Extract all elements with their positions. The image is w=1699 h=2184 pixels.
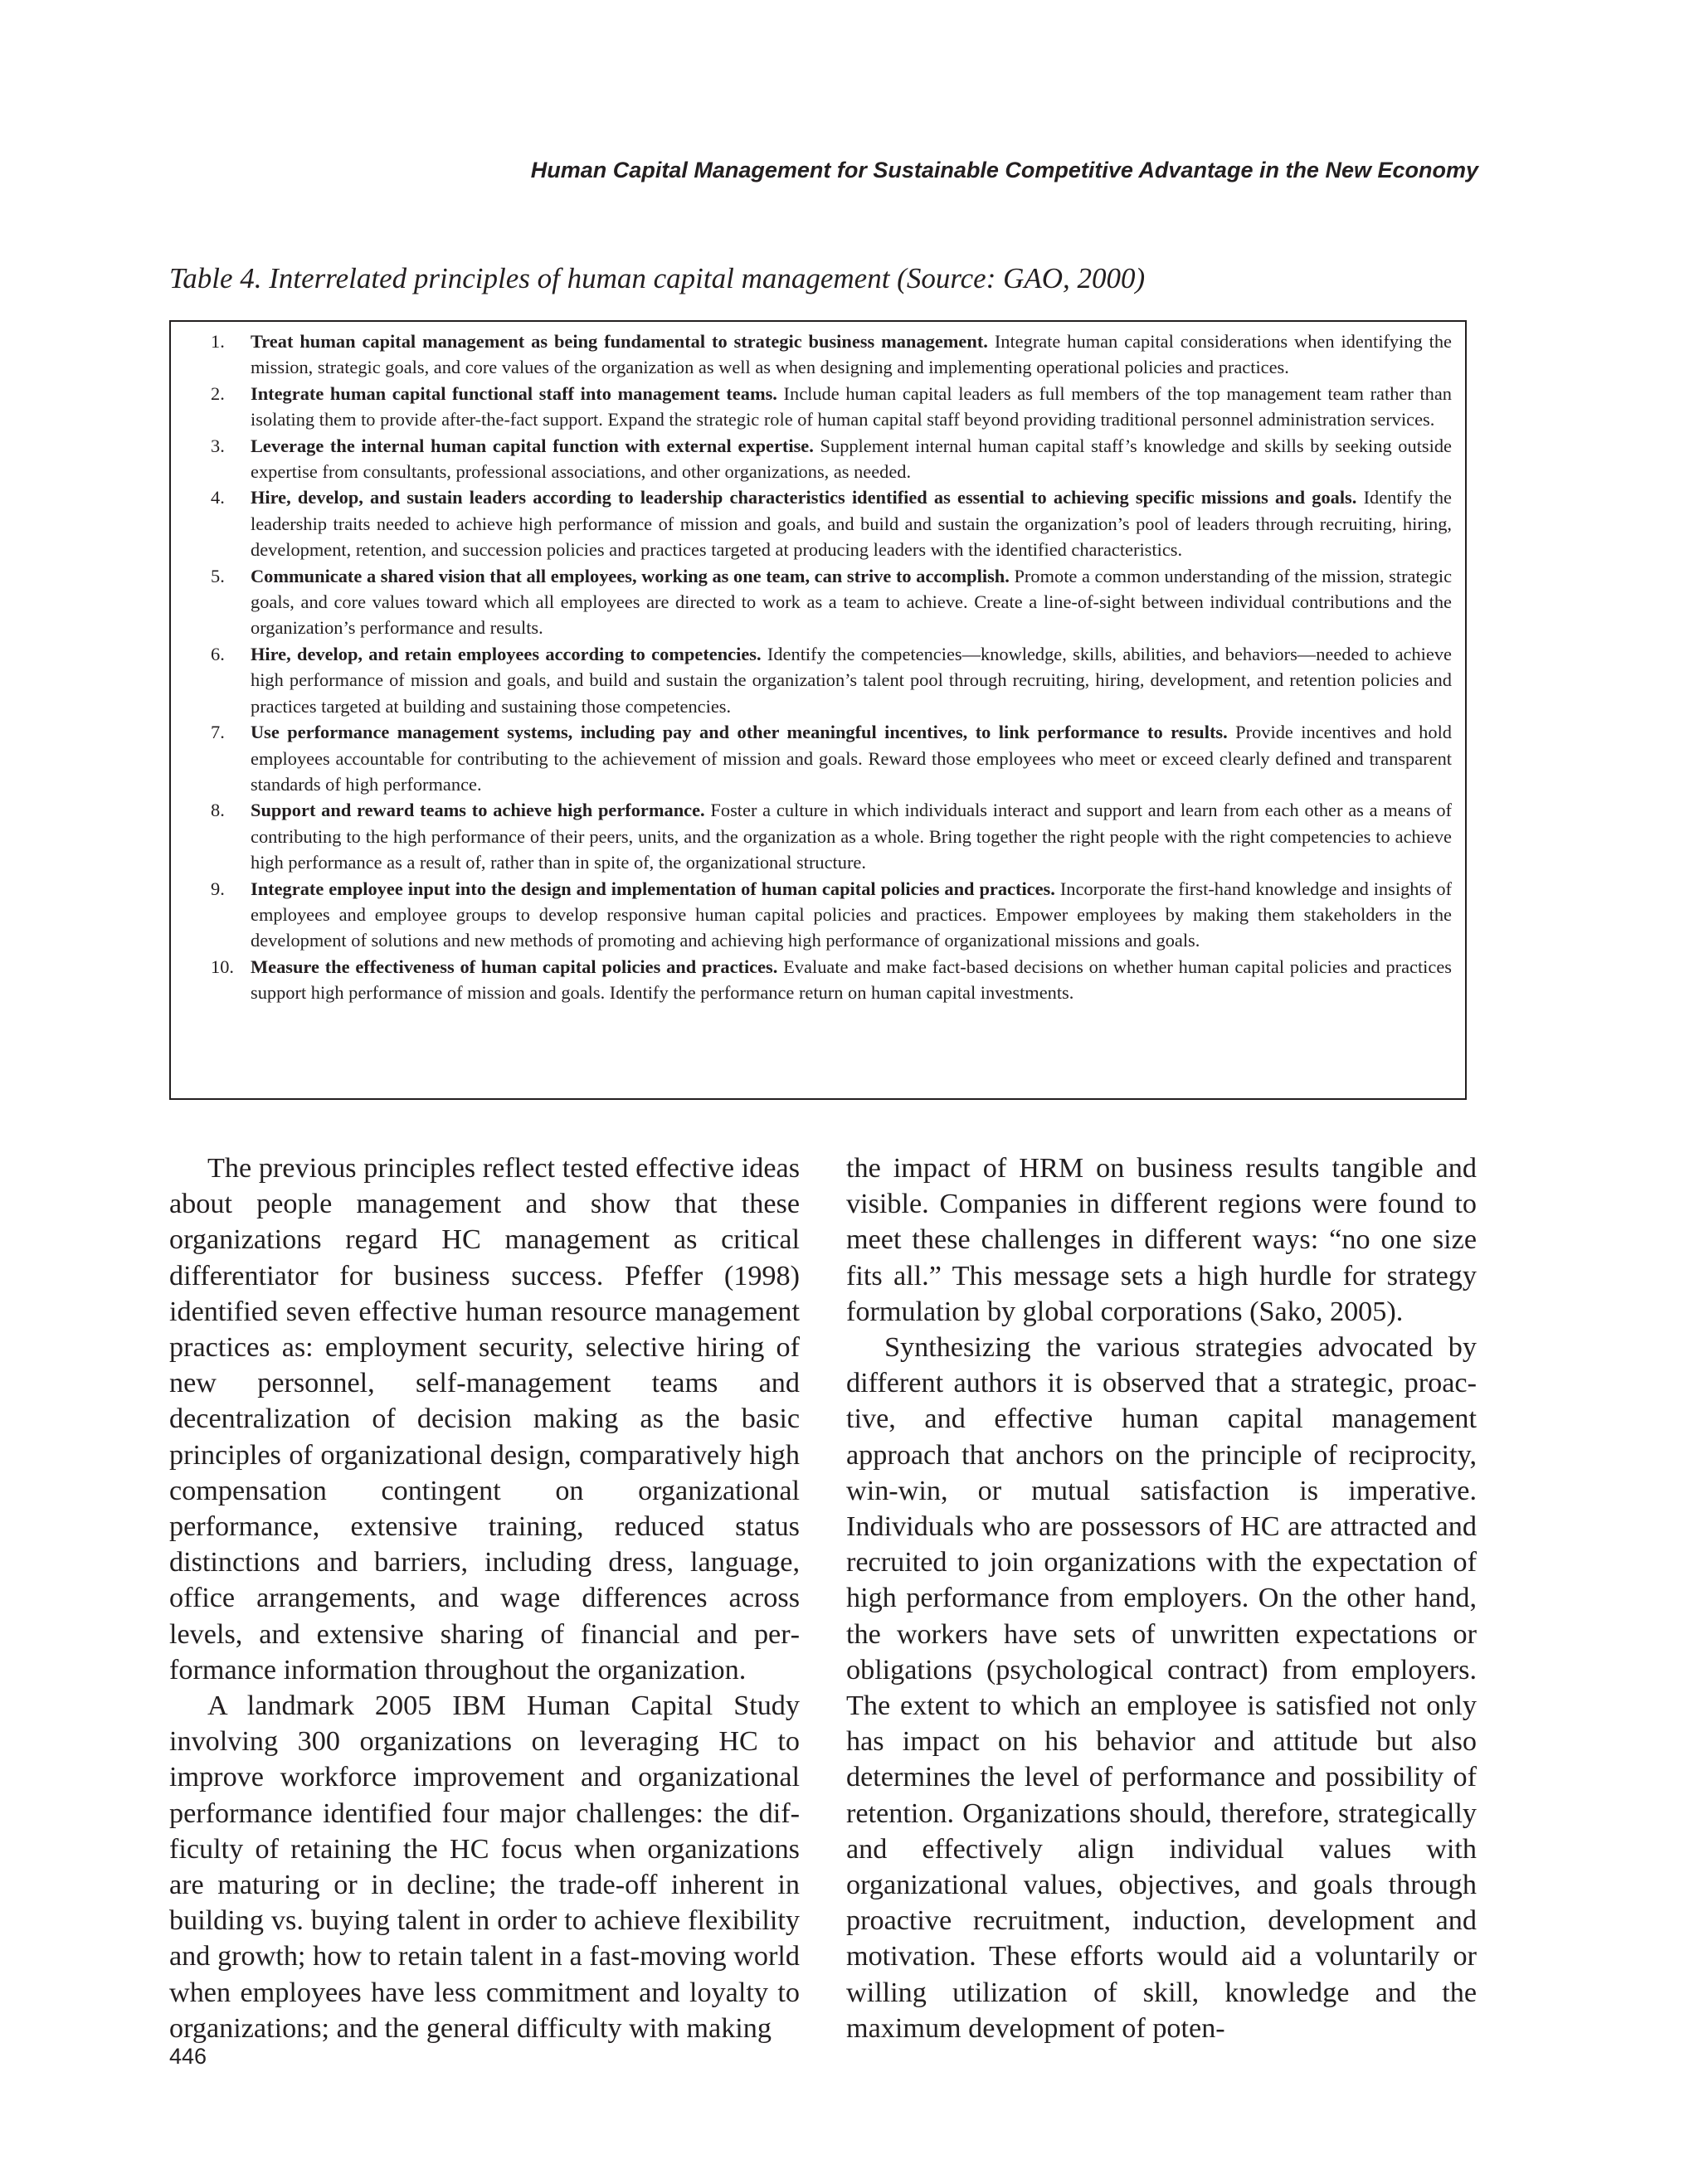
row-text xyxy=(249,433,1452,485)
row-number: 5. xyxy=(211,565,225,586)
row-title: Measure the effectiveness of human capital policies and practices. xyxy=(251,956,778,977)
row-number: 8. xyxy=(211,800,225,821)
body-paragraph: Synthesizing the various strategies advocated by different authors it is observed that a strategic, proactive, and effective human capital management approach that anchors on the principle of reciprocity, win-win, or mutual satisfaction is imperative. Individuals who are possessors of HC are attracted and recruited to join organizations with the expectation of high performance from employers. On the other hand, the workers have sets of unwritten expectations or obligations (psychological contract) from employers. The extent to which an employee is satisfied not only has impact on his behavior and attitude but also determines the level of performance and possibility of retention. Organizations should, therefore, strategically and effectively align individual values with organizational values, objectives, and goals through proactive recruitment, induction, development and motivation. These efforts would aid a voluntarily or willing utilization of skill, knowledge and the maximum development of poten- xyxy=(846,1332,1477,2044)
body-column-right xyxy=(846,1150,1477,2046)
row-text xyxy=(249,954,1452,1006)
row-text xyxy=(249,876,1452,954)
row-title: Hire, develop, and retain employees according to competencies. xyxy=(251,643,762,664)
table-row xyxy=(171,328,1452,381)
table-row xyxy=(171,563,1452,641)
row-number: 10. xyxy=(211,956,234,977)
row-body: Identify the competencies—knowledge, skills, abilities, and behaviors—needed to achieve high performance of mission and goals, and build and sustain the organization’s talent pool through recruiting, hiring, development, and retention policies and practices targeted at building and sustaining those competencies. xyxy=(251,643,1452,717)
table-row xyxy=(171,719,1452,797)
row-title: Integrate human capital functional staff into management teams. xyxy=(251,382,777,404)
row-title: Communicate a shared vision that all employees, working as one team, can strive to accomplish. xyxy=(251,565,1010,586)
row-body: Promote a common understanding of the mission, strategic goals, and core values toward which all employees are directed to work as a team to achieve. Create a line-of-sight between individual contributions and the organization’s performance and results. xyxy=(251,565,1453,639)
row-body: Identify the leadership traits needed to achieve high performance of mission and goals, and build and sustain the organization’s pool of leaders through recruiting, hiring, development, retention, and succession policies and practices targeted at producing leaders with the identified characteristics. xyxy=(251,487,1452,561)
row-body: Supplement internal human capital staff’s knowledge and skills by seeking outside expertise from consultants, professional associations, and other organizations, as needed. xyxy=(251,435,1452,483)
row-text xyxy=(249,641,1452,719)
body-column-left xyxy=(169,1150,800,2046)
row-number: 9. xyxy=(211,878,225,899)
row-body: Foster a culture in which individuals interact and support and learn from each other as a means of contributing to the high performance of their peers, units, and the organization as a whole. Bring together the right people with the right competencies to achieve high performance as a result of, rather than in spite of, the organizational structure. xyxy=(251,800,1452,873)
row-body: Incorporate the first-hand knowledge and insights of employees and employee groups to develop responsive human capital policies and practices. Empower employees by making them stakeholders in the development of solutions and new methods of promoting and achieving high performance of organizational missions and goals. xyxy=(251,878,1452,951)
table-caption: Table 4. Interrelated principles of human capital management (Source: GAO, 2000) xyxy=(169,262,1146,294)
row-body: Include human capital leaders as full members of the top management team rather than isolating them to provide after-the-fact support. Expand the strategic role of human capital staff beyond providing traditional personnel administration services. xyxy=(251,382,1452,430)
body-paragraph: the impact of HRM on business results tangible and visible. Companies in different regions were found to meet these challenges in different ways: “no one size fits all.” This message sets a high hurdle for strategy formulation by global corporations (Sako, 2005). xyxy=(846,1153,1477,1327)
table-row xyxy=(171,484,1452,562)
row-text xyxy=(249,719,1452,797)
row-body: Integrate human capital considerations when identifying the mission, strategic goals, and core values of the organization as well as when designing and implementing operational policies and practices. xyxy=(251,331,1452,378)
body-paragraph: The previous principles reflect tested effective ideas about people management and show that these organizations regard HC management as critical differentiator for business success. Pfeffer (1998) identified seven effective human resource management practices as: employment security, selective hiring of new personnel, self-management teams and decentralization of decision making as the basic principles of organizational design, comparatively high compensation contingent on organizational performance, extensive training, reduced status distinctions and barriers, including dress, language, office arrangements, and wage differences across levels, and extensive sharing of financial and performance information throughout the organization. xyxy=(169,1153,800,1685)
row-title: Hire, develop, and sustain leaders according to leadership characteristics identified as essential to achieving specific missions and goals. xyxy=(251,487,1357,508)
row-number: 2. xyxy=(211,382,225,404)
table-row xyxy=(171,381,1452,433)
row-number: 6. xyxy=(211,643,225,664)
row-number: 4. xyxy=(211,487,225,508)
row-number: 7. xyxy=(211,722,225,743)
row-title: Integrate employee input into the design and implementation of human capital policies and practices. xyxy=(251,878,1055,899)
row-number: 3. xyxy=(211,435,225,456)
table-row xyxy=(171,433,1452,485)
row-text xyxy=(249,797,1452,875)
row-body: Evaluate and make fact-based decisions on whether human capital policies and practices support high performance of mission and goals. Identify the performance return on human capital investments. xyxy=(251,956,1452,1004)
table-row xyxy=(171,876,1452,954)
row-title: Use performance management systems, including pay and other meaningful incentives, to link performance to results. xyxy=(251,722,1228,743)
body-paragraph: A landmark 2005 IBM Human Capital Study involving 300 organizations on leveraging HC to improve workforce improvement and organizational performance identified four major challenges: the difficulty of retaining the HC focus when organizations are maturing or in decline; the trade-off inherent in building vs. buying talent in order to achieve flexibility and growth; how to retain talent in a fast-moving world when employees have less commitment and loyalty to organizations; and the general difficulty with making xyxy=(169,1690,800,2044)
running-head: Human Capital Management for Sustainable Competitive Advantage in the New Economy xyxy=(530,158,1478,182)
table-row xyxy=(171,641,1452,719)
row-title: Leverage the internal human capital function with external expertise. xyxy=(251,435,814,456)
row-text xyxy=(249,484,1452,562)
row-title: Treat human capital management as being fundamental to strategic business management. xyxy=(251,331,988,352)
row-text xyxy=(249,328,1452,381)
page-number: 446 xyxy=(169,2044,207,2069)
row-body: Provide incentives and hold employees accountable for contributing to the achievement of mission and goals. Reward those employees who meet or exceed clearly defined and transparent standards of high performance. xyxy=(251,722,1452,795)
principles-table xyxy=(169,320,1467,1100)
table-row xyxy=(171,797,1452,875)
table-row xyxy=(171,954,1452,1006)
row-number: 1. xyxy=(211,331,225,352)
row-text xyxy=(249,381,1452,433)
row-title: Support and reward teams to achieve high performance. xyxy=(251,800,705,821)
row-text xyxy=(249,563,1452,641)
